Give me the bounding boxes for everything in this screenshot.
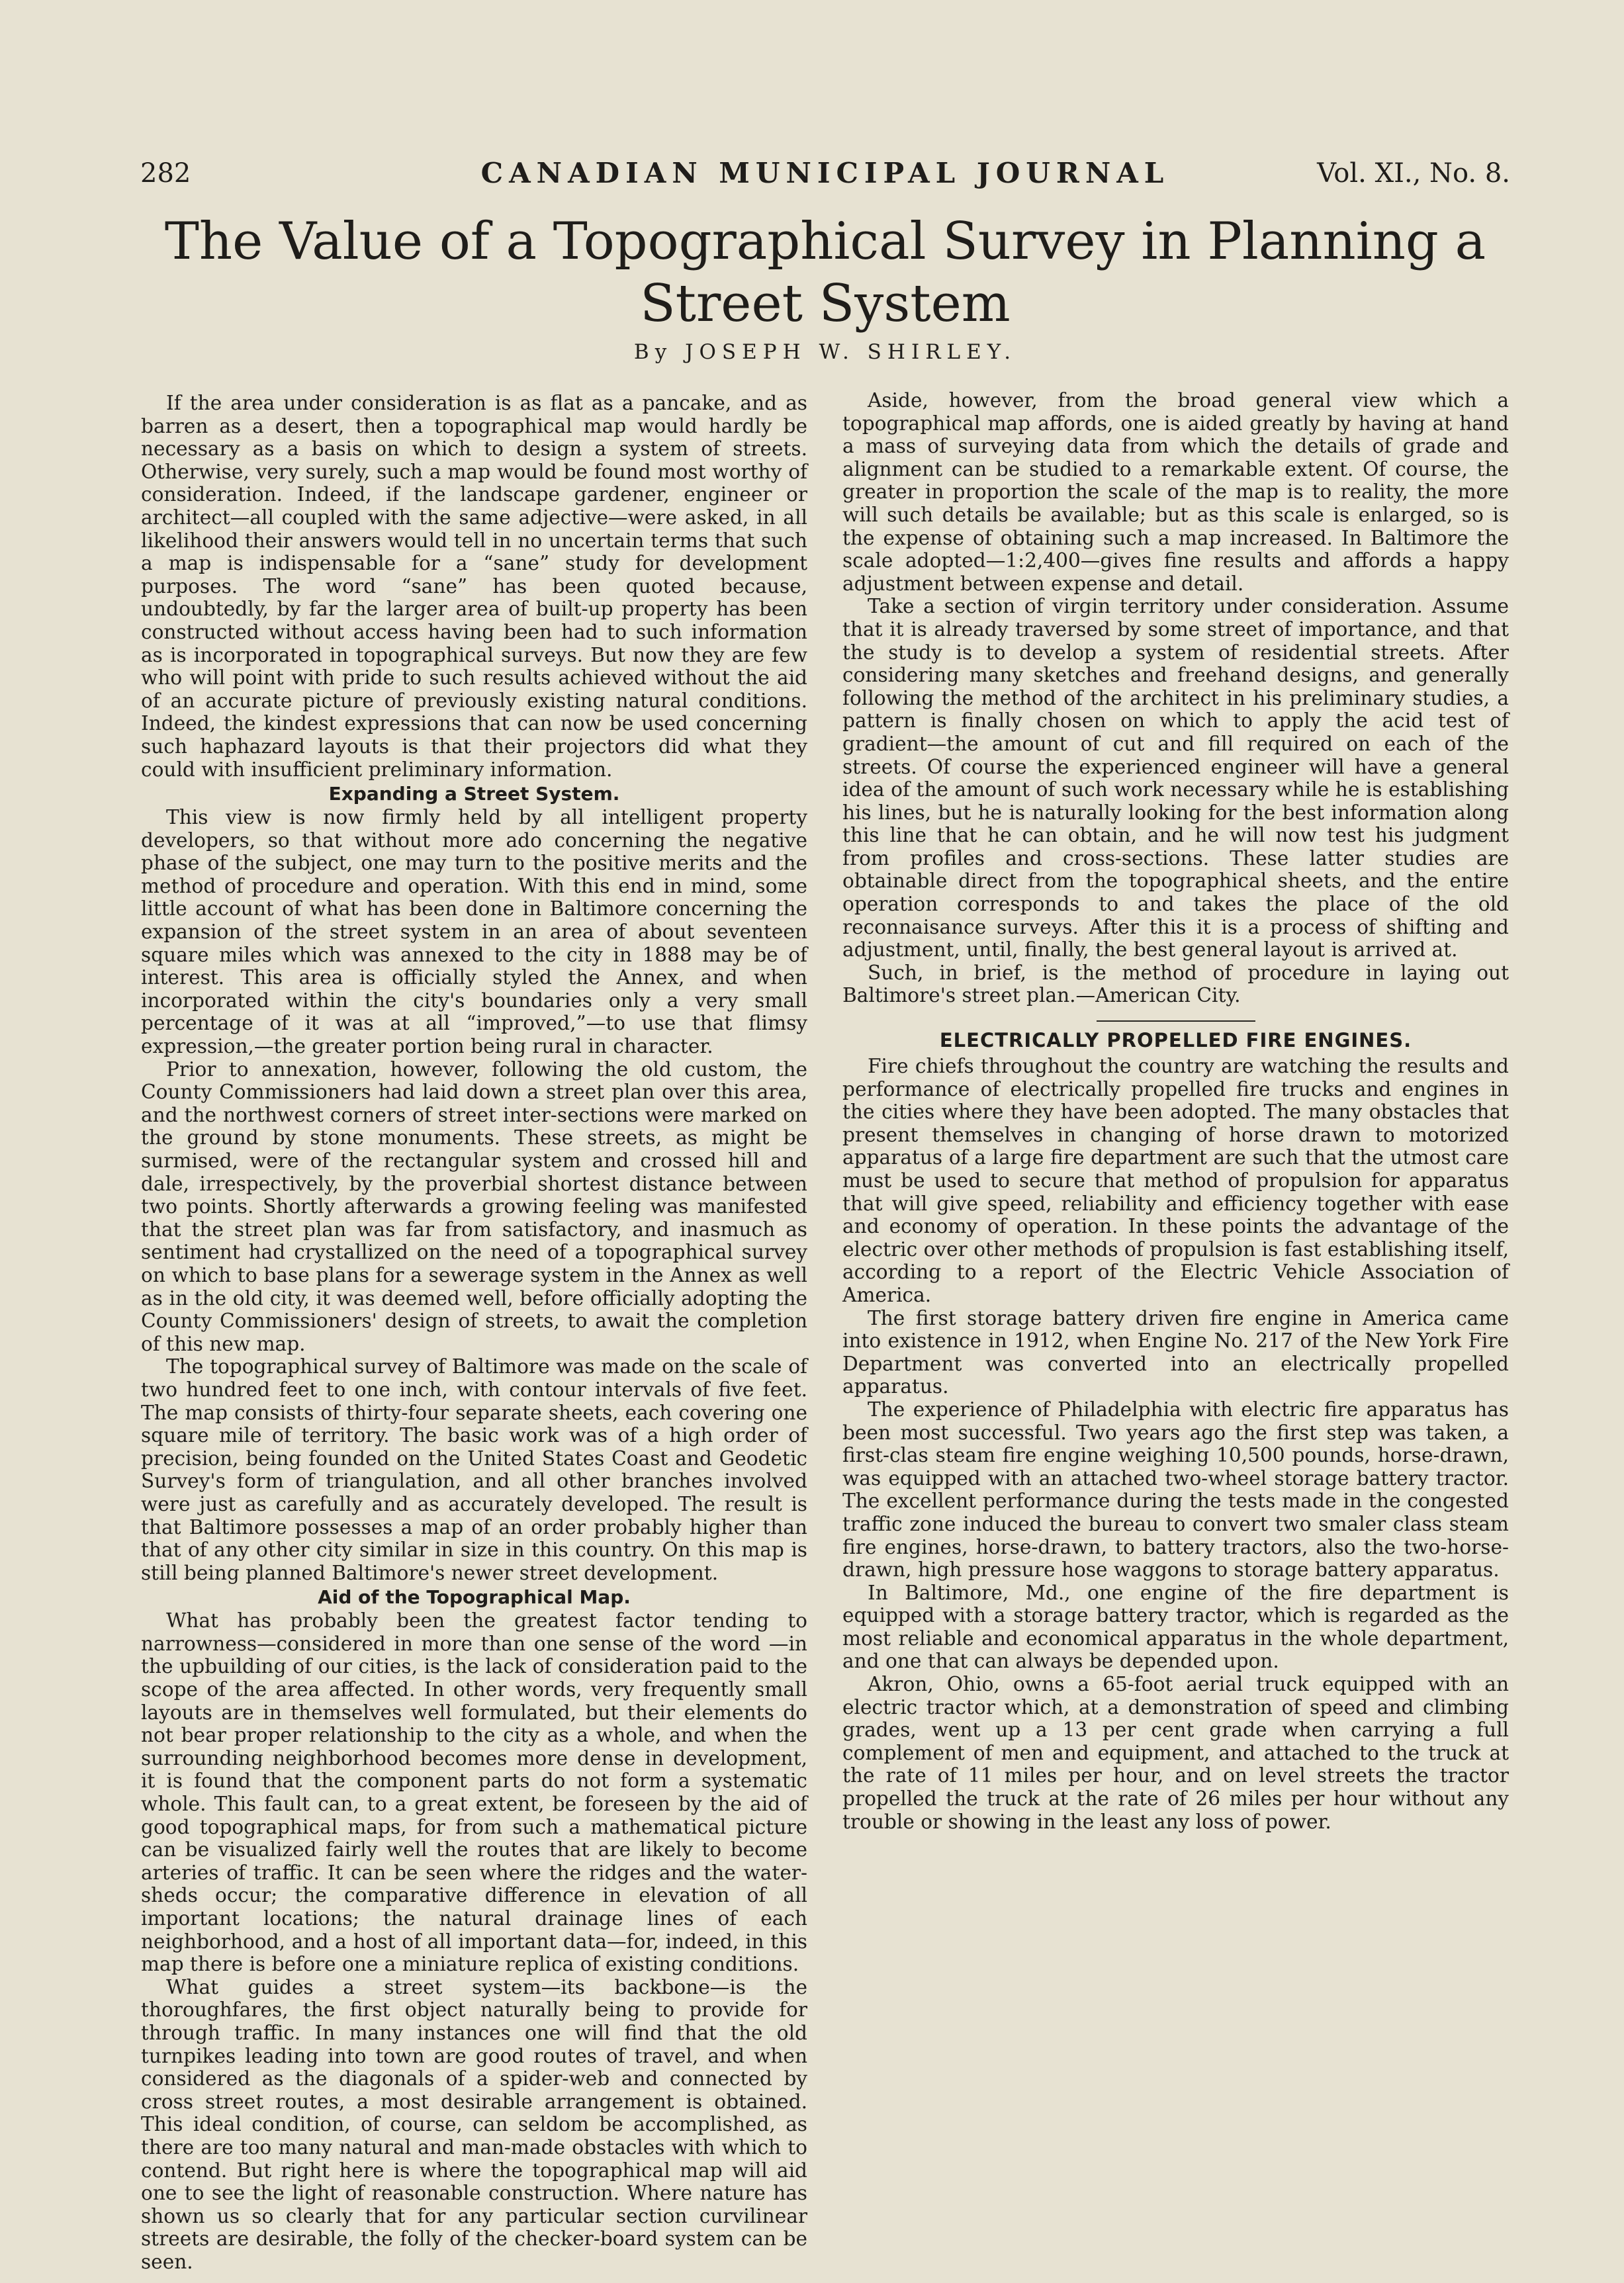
running-header	[140, 154, 1510, 193]
left-column	[141, 392, 807, 2273]
article-title: The Value of a Topographical Survey in Planning a Street System	[164, 212, 1486, 334]
section-divider	[1097, 1020, 1255, 1022]
paragraph: Fire chiefs throughout the country are watching the results and performance of electrically propelled fire trucks and engines in the cities where they have been adopted. The many obstacles that present themselves in changing of horse drawn to motorized apparatus of a large fire department are such that the utmost care must be used to secure that method of propulsion for apparatus that will give speed, reliability and efficiency together with ease and economy of operation. In these points the advantage of the electric over other methods of propulsion is fast establishing itself, according to a report of the Electric Vehicle Association of America.	[842, 1055, 1509, 1306]
paragraph: What has probably been the greatest factor tending to narrowness—considered in more than one sense of the word —in the upbuilding of our cities, is the lack of consideration paid to the scope of the area affected. In other words, very frequently small layouts are in themselves well formulated, but their elements do not bear proper relationship to the city as a whole, and when the surrounding neighborhood becomes more dense in development, it is found that the component parts do not form a systematic whole. This fault can, to a great extent, be foreseen by the aid of good topographical maps, for from such a mathematical picture can be visualized fairly well the routes that are likely to become arteries of traffic. It can be seen where the ridges and the water-sheds occur; the comparative difference in elevation of all important locations; the natural drainage lines of each neighborhood, and a host of all important data—for, indeed, in this map there is before one a miniature replica of existing conditions.	[141, 1609, 807, 1976]
paragraph: This view is now firmly held by all intelligent property developers, so that without more ado concerning the negative phase of the subject, one may turn to the positive merits and the method of procedure and operation. With this end in mind, some little account of what has been done in Baltimore concerning the expansion of the street system in an area of about seventeen square miles which was annexed to the city in 1888 may be of interest. This area is officially styled the Annex, and when incorporated within the city's boundaries only a very small percentage of it was at all “improved,”—to use that flimsy expression,—the greater portion being rural in character.	[141, 806, 807, 1058]
page-number: 282	[140, 158, 191, 189]
section-heading-aid: Aid of the Topographical Map.	[318, 1586, 631, 1609]
paragraph: The first storage battery driven fire engine in America came into existence in 1912, when Engine No. 217 of the New York Fire Department was converted into an electrically propelled apparatus.	[842, 1306, 1509, 1398]
paragraph: In Baltimore, Md., one engine of the fire department is equipped with a storage battery tractor, which is regarded as the most reliable and economical apparatus in the whole department, and one that can always be depended upon.	[842, 1581, 1509, 1673]
paragraph: The topographical survey of Baltimore was made on the scale of two hundred feet to one inch, with contour intervals of five feet. The map consists of thirty-four separate sheets, each covering one square mile of territory. The basic work was of a high order of precision, being founded on the United States Coast and Geodetic Survey's form of triangulation, and all other branches involved were just as carefully and as accurately developed. The result is that Baltimore possesses a map of an order probably higher than that of any other city similar in size in this country. On this map is still being planned Baltimore's newer street development.	[141, 1355, 807, 1584]
paragraph: Aside, however, from the broad general view which a topographical map affords, one is aided greatly by having at hand a mass of surveying data from which the details of grade and alignment can be studied to a remarkable extent. Of course, the greater in proportion the scale of the map is to reality, the more will such details be available; but as this scale is enlarged, so is the expense of obtaining such a map increased. In Baltimore the scale adopted—1:2,400—gives fine results and affords a happy adjustment between expense and detail.	[842, 389, 1509, 595]
paragraph: If the area under consideration is as flat as a pancake, and as barren as a desert, then a topographical map would hardly be necessary as a basis on which to design a system of streets. Otherwise, very surely, such a map would be found most worthy of consideration. Indeed, if the landscape gardener, engineer or architect—all coupled with the same adjective—were asked, in all likelihood their answers would tell in no uncertain terms that such a map is indispensable for a “sane” study for development purposes. The word “sane” has been quoted because, undoubtedly, by far the larger area of built-up property has been constructed without access having been had to such information as is incorporated in topographical surveys. But now they are few who will point with pride to such results achieved without the aid of an accurate picture of previously existing natural conditions. Indeed, the kindest expressions that can now be used concerning such haphazard layouts is that their projectors did what they could with insufficient preliminary information.	[141, 392, 807, 781]
right-column	[842, 389, 1509, 2249]
article2-title: ELECTRICALLY PROPELLED FIRE ENGINES.	[939, 1029, 1412, 1052]
paragraph: Such, in brief, is the method of procedure in laying out Baltimore's street plan.—American City.	[842, 961, 1509, 1007]
paragraph: Take a section of virgin territory under consideration. Assume that it is already traversed by some street of importance, and that the study is to develop a system of residential streets. After considering many sketches and freehand designs, and generally following the method of the architect in his preliminary studies, a pattern is finally chosen on which to apply the acid test of gradient—the amount of cut and fill required on each of the streets. Of course the experienced engineer will have a general idea of the amount of such work necessary while he is establishing his lines, but he is naturally looking for the best information along this line that he can obtain, and he will now test his judgment from profiles and cross-sections. These latter studies are obtainable direct from the topographical sheets, and the entire operation corresponds to and takes the place of the old reconnaisance surveys. After this it is a process of shifting and adjustment, until, finally, the best general layout is arrived at.	[842, 595, 1509, 962]
paragraph: Prior to annexation, however, following the old custom, the County Commissioners had laid down a street plan over this area, and the northwest corners of street inter-sections were marked on the ground by stone monuments. These streets, as might be surmised, were of the rectangular system and crossed hill and dale, irrespectively, by the proverbial shortest distance between two points. Shortly afterwards a growing feeling was manifested that the street plan was far from satisfactory, and inasmuch as sentiment had crystallized on the need of a topographical survey on which to base plans for a sewerage system in the Annex as well as in the old city, it was deemed well, before officially adopting the County Commissioners' design of streets, to await the completion of this new map.	[141, 1057, 807, 1355]
paragraph: The experience of Philadelphia with electric fire apparatus has been most successful. Two years ago the first step was taken, a first-clas steam fire engine weighing 10,500 pounds, horse-drawn, was equipped with an attached two-wheel storage battery tractor. The excellent performance during the tests made in the congested traffic zone induced the bureau to convert two smaler class steam fire engines, horse-drawn, to battery tractors, also the two-horse-drawn, high pressure hose waggons to storage battery apparatus.	[842, 1398, 1509, 1582]
volume-issue: Vol. XI., No. 8.	[1317, 158, 1510, 189]
paragraph: What guides a street system—its backbone—is the thoroughfares, the first object naturally being to provide for through traffic. In many instances one will find that the old turnpikes leading into town are good routes of travel, and when considered as the diagonals of a spider-web and connected by cross street routes, a most desirable arrangement is obtained. This ideal condition, of course, can seldom be accomplished, as there are too many natural and man-made obstacles with which to contend. But right here is where the topographical map will aid one to see the light of reasonable construction. Where nature has shown us so clearly that for any particular section curvilinear streets are desirable, the folly of the checker-board system can be seen.	[141, 1975, 807, 2273]
paragraph: Akron, Ohio, owns a 65-foot aerial truck equipped with an electric tractor which, at a demonstration of speed and climbing grades, went up a 13 per cent grade when carrying a full complement of men and equipment, and attached to the truck at the rate of 11 miles per hour, and on level streets the tractor propelled the truck at the rate of 26 miles per hour without any trouble or showing in the least any loss of power.	[842, 1673, 1509, 1833]
byline: By JOSEPH W. SHIRLEY.	[633, 340, 1017, 364]
section-heading-expanding: Expanding a Street System.	[328, 783, 620, 805]
journal-name: CANADIAN MUNICIPAL JOURNAL	[480, 157, 1170, 189]
